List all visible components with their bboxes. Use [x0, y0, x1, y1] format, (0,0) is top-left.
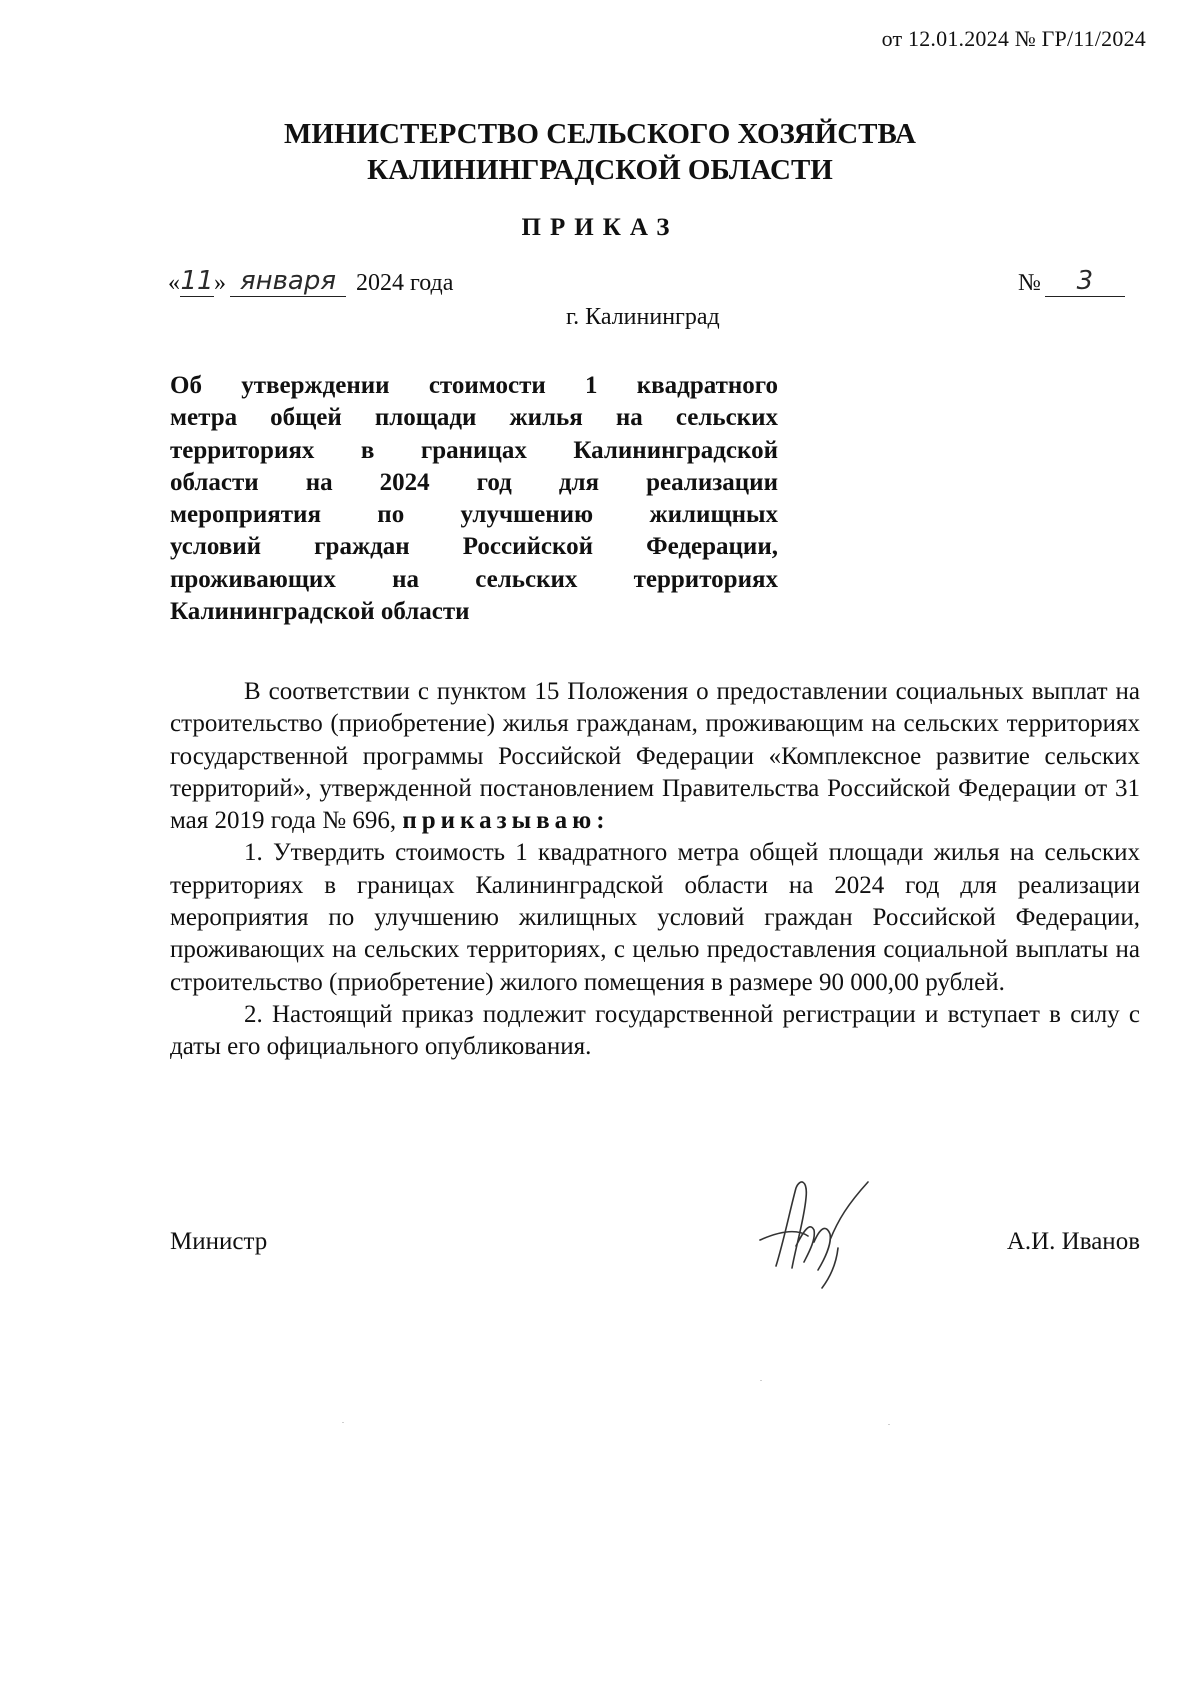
- city: г. Калининград: [566, 304, 720, 330]
- ministry-line-1: МИНИСТЕРСТВО СЕЛЬСКОГО ХОЗЯЙСТВА: [284, 118, 916, 150]
- item-2-paragraph: 2. Настоящий приказ подлежит государственной регистрации и вступает в силу с даты его официального опубликования.: [170, 1000, 1140, 1061]
- order-number: [1018, 266, 1125, 297]
- date-month-handwritten: января: [230, 266, 346, 297]
- number-handwritten: 3: [1045, 266, 1125, 297]
- ministry-header: [0, 116, 1200, 188]
- registration-number: от 12.01.2024 № ГР/11/2024: [881, 26, 1146, 51]
- order-body: [170, 676, 1140, 1064]
- subject-line: мероприятия по улучшению жилищных: [170, 501, 778, 529]
- preamble-paragraph: [170, 676, 1140, 837]
- handwritten-signature: [738, 1170, 878, 1290]
- document-type: ПРИКАЗ: [521, 214, 679, 241]
- scan-artifact: [760, 1380, 762, 1381]
- order-subject: [170, 370, 778, 628]
- signer-name: А.И. Иванов: [1006, 1228, 1140, 1255]
- date-close-quote: »: [214, 270, 226, 296]
- signer-position: Министр: [170, 1228, 268, 1255]
- date-year: 2024 года: [356, 270, 454, 296]
- subject-line: условий граждан Российской Федерации,: [170, 533, 778, 561]
- ministry-line-2: КАЛИНИНГРАДСКОЙ ОБЛАСТИ: [367, 154, 833, 186]
- date-open-quote: «: [168, 270, 180, 296]
- subject-line: Калининградской области: [170, 598, 470, 626]
- order-date: [168, 266, 453, 297]
- scan-artifact: [888, 1424, 890, 1425]
- date-day-handwritten: 11: [180, 266, 214, 296]
- scan-artifact: [342, 1422, 344, 1423]
- order-word: приказываю:: [402, 807, 610, 835]
- subject-line: метра общей площади жилья на сельских: [170, 404, 778, 432]
- subject-line: проживающих на сельских территориях: [170, 565, 778, 593]
- subject-line: Об утверждении стоимости 1 квадратного: [170, 372, 778, 399]
- subject-line: области на 2024 год для реализации: [170, 468, 778, 496]
- item-1-paragraph: 1. Утвердить стоимость 1 квадратного метра общей площади жилья на сельских территориях в границах Калининградской области на 2024 год для реализации мероприятия по улучшению жилищных условий граждан Российской Федерации, проживающих на сельских территориях, с целью предоставления социальной выплаты на строительство (приобретение) жилого помещения в размере 90 000,00 рублей.: [170, 839, 1140, 996]
- number-label: №: [1018, 270, 1041, 296]
- preamble-text: В соответствии с пунктом 15 Положения о предоставлении социальных выплат на строительство (приобретение) жилья гражданам, проживающим на сельских территориях государственной программы Российской Федерации «Комплексное развитие сельских территорий», утвержденной постановлением Правительства Российской Федерации от 31 мая 2019 года № 696,: [170, 678, 1140, 835]
- subject-line: территориях в границах Калининградской: [170, 436, 778, 464]
